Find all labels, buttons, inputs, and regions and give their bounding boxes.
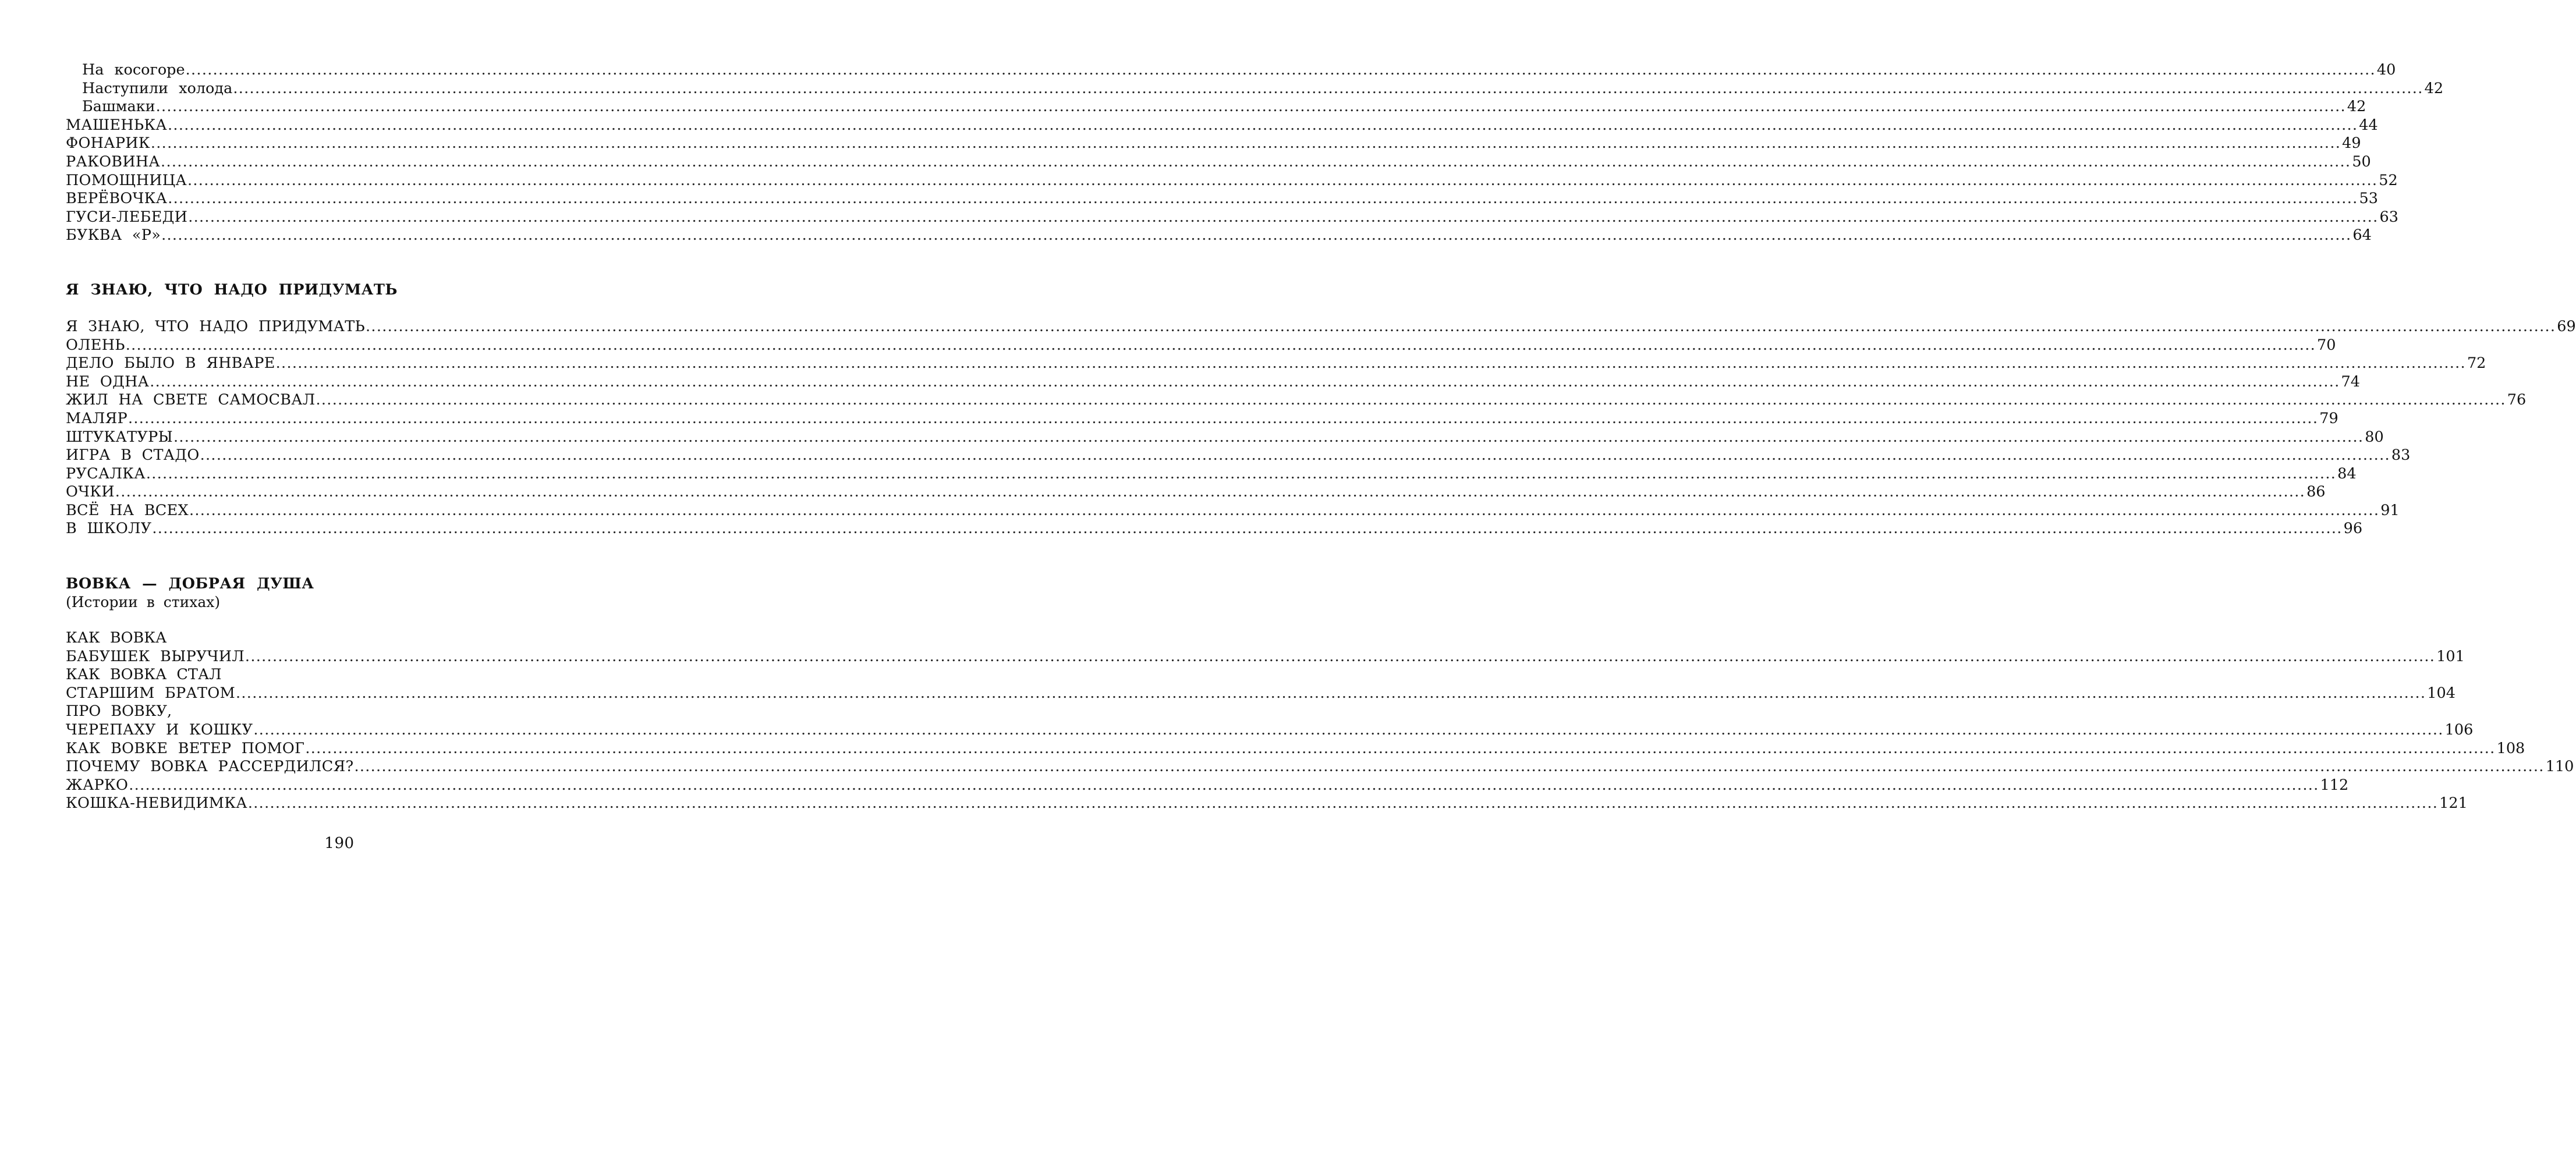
toc-entry	[66, 464, 2357, 484]
toc-entry-row	[66, 391, 2527, 410]
section-subtitle: (Истории в стихах)	[66, 594, 221, 611]
toc-entry-page: 121	[2439, 794, 2468, 812]
toc-entry-page: 64	[2352, 226, 2372, 244]
dot-leader: ................................................................................................................................................................................................................................................................................................................................................................................................................	[168, 190, 2358, 208]
toc-entry-row	[66, 483, 2326, 502]
toc-entry-row	[66, 464, 2357, 484]
toc-entry-row	[66, 794, 2468, 813]
toc-entry-page: 40	[2376, 61, 2396, 79]
toc-entry-page: 110	[2545, 758, 2574, 776]
toc-entry-title: РАКОВИНА	[66, 152, 161, 171]
dot-leader: ................................................................................................................................................................................................................................................................................................................................................................................................................	[366, 317, 2556, 335]
dot-leader: ................................................................................................................................................................................................................................................................................................................................................................................................................	[173, 428, 2364, 446]
toc-entry-title: На косогоре	[82, 61, 185, 79]
toc-entry	[66, 134, 2361, 153]
toc-entry	[66, 336, 2336, 355]
dot-leader: ................................................................................................................................................................................................................................................................................................................................................................................................................	[187, 171, 2378, 189]
toc-entry-title-line: КАК ВОВКА	[66, 629, 167, 647]
dot-leader: ................................................................................................................................................................................................................................................................................................................................................................................................................	[150, 372, 2340, 391]
toc-entry-page: 74	[2341, 372, 2360, 391]
toc-entry-row	[66, 739, 2525, 758]
dot-leader: ................................................................................................................................................................................................................................................................................................................................................................................................................	[189, 501, 2380, 519]
toc-entry-row	[66, 372, 2360, 392]
toc-entry-page: 50	[2352, 152, 2371, 171]
toc-entry-row	[66, 61, 2396, 80]
toc-entry-title: НЕ ОДНА	[66, 372, 150, 391]
page-number: 190	[324, 835, 355, 852]
toc-entry-row	[66, 354, 2486, 373]
dot-leader: ................................................................................................................................................................................................................................................................................................................................................................................................................	[185, 61, 2376, 79]
toc-entry	[66, 98, 2366, 116]
toc-entry-page: 69	[2557, 317, 2576, 335]
toc-entry-page: 91	[2380, 501, 2400, 519]
dot-leader: ................................................................................................................................................................................................................................................................................................................................................................................................................	[275, 354, 2466, 372]
toc-entry-title: ПОМОЩНИЦА	[66, 171, 187, 189]
toc-entry	[66, 208, 2398, 227]
toc-entry-title: ГУСИ-ЛЕБЕДИ	[66, 208, 188, 226]
toc-entry-row	[66, 501, 2400, 520]
toc-entry-title: ДЕЛО БЫЛО В ЯНВАРЕ	[66, 354, 275, 372]
dot-leader: ................................................................................................................................................................................................................................................................................................................................................................................................................	[127, 409, 2319, 427]
toc-entry-page: 72	[2467, 354, 2486, 372]
toc-entry-title-line: ПРО ВОВКУ,	[66, 702, 172, 721]
toc-entry-title: ВСЁ НА ВСЕХ	[66, 501, 189, 519]
toc-entry-title: БАБУШЕК ВЫРУЧИЛ	[66, 647, 245, 665]
toc-entry-page: 106	[2444, 721, 2474, 739]
toc-entry-page: 79	[2319, 409, 2338, 427]
toc-entry	[66, 702, 2474, 739]
toc-entry-row	[66, 446, 2411, 465]
dot-leader: ................................................................................................................................................................................................................................................................................................................................................................................................................	[233, 79, 2423, 97]
toc-entry-page: 76	[2507, 391, 2527, 409]
toc-entry-title: ЖАРКО	[66, 776, 129, 794]
toc-entry-page: 80	[2365, 428, 2384, 446]
toc-entry	[66, 409, 2338, 428]
toc-entry-title: Я ЗНАЮ, ЧТО НАДО ПРИДУМАТЬ	[66, 317, 366, 335]
toc-entry-page: 84	[2337, 464, 2357, 482]
toc-entry-page: 44	[2359, 116, 2378, 134]
toc-entry-row	[66, 79, 2444, 98]
toc-entry-title: В ШКОЛУ	[66, 520, 152, 538]
toc-entry-page: 112	[2320, 776, 2349, 794]
toc-entry-row	[66, 776, 2349, 795]
toc-entry-title-line: КАК ВОВКА СТАЛ	[66, 666, 222, 684]
toc-entry-title: ОЧКИ	[66, 483, 115, 501]
toc-entry-row	[66, 98, 2366, 116]
toc-entry-title: МАЛЯР	[66, 409, 127, 427]
toc-entry-row	[66, 721, 2474, 740]
dot-leader: ................................................................................................................................................................................................................................................................................................................................................................................................................	[152, 520, 2343, 538]
toc-entry	[66, 391, 2527, 410]
toc-entry-page: 104	[2427, 684, 2455, 702]
toc-entry	[66, 61, 2396, 80]
dot-leader: ................................................................................................................................................................................................................................................................................................................................................................................................................	[146, 464, 2337, 482]
toc-entry	[66, 666, 2455, 702]
toc-entry-title: Башмаки	[82, 98, 155, 116]
dot-leader: ................................................................................................................................................................................................................................................................................................................................................................................................................	[168, 116, 2358, 134]
toc-entry-title: КОШКА-НЕВИДИМКА	[66, 794, 247, 812]
toc-entry	[66, 483, 2326, 502]
toc-entry-row	[66, 171, 2398, 190]
toc-entry-row	[66, 684, 2455, 703]
toc-entry-page: 53	[2359, 190, 2378, 208]
toc-entry-title: ФОНАРИК	[66, 134, 150, 152]
toc-entry-row	[66, 409, 2338, 428]
toc-entry-row	[66, 758, 2574, 776]
dot-leader: ................................................................................................................................................................................................................................................................................................................................................................................................................	[200, 446, 2390, 464]
toc-entry-row	[66, 647, 2465, 666]
dot-leader: ................................................................................................................................................................................................................................................................................................................................................................................................................	[245, 647, 2436, 665]
toc-entry-title: РУСАЛКА	[66, 464, 146, 482]
dot-leader: ................................................................................................................................................................................................................................................................................................................................................................................................................	[253, 721, 2444, 739]
toc-entry-row	[66, 152, 2371, 172]
toc-entry-page: 52	[2379, 171, 2398, 189]
toc-entry-row	[66, 134, 2361, 153]
toc-entry	[66, 190, 2378, 208]
toc-entry-title: ЖИЛ НА СВЕТЕ САМОСВАЛ	[66, 391, 316, 409]
toc-entry-title: БУКВА «Р»	[66, 226, 161, 244]
toc-entry-title: ПОЧЕМУ ВОВКА РАССЕРДИЛСЯ?	[66, 758, 354, 776]
toc-entry-page: 49	[2342, 134, 2361, 152]
toc-list-continued	[66, 61, 2444, 245]
toc-entry-row	[66, 116, 2378, 135]
dot-leader: ................................................................................................................................................................................................................................................................................................................................................................................................................	[235, 684, 2426, 702]
toc-entry	[66, 79, 2444, 98]
toc-entry-page: 70	[2317, 336, 2336, 354]
toc-entry-title: МАШЕНЬКА	[66, 116, 168, 134]
toc-entry-page: 108	[2496, 739, 2525, 757]
toc-entry-title: ЧЕРЕПАХУ И КОШКУ	[66, 721, 253, 739]
toc-entry	[66, 152, 2371, 172]
toc-entry-page: 42	[2424, 79, 2444, 97]
toc-entry-row	[66, 190, 2378, 208]
toc-entry-title: ВЕРЁВОЧКА	[66, 190, 168, 208]
dot-leader: ................................................................................................................................................................................................................................................................................................................................................................................................................	[115, 483, 2306, 501]
dot-leader: ................................................................................................................................................................................................................................................................................................................................................................................................................	[161, 152, 2351, 171]
toc-entry	[66, 520, 2363, 538]
dot-leader: ................................................................................................................................................................................................................................................................................................................................................................................................................	[155, 98, 2346, 116]
section-title: ВОВКА — ДОБРАЯ ДУША	[66, 575, 314, 593]
dot-leader: ................................................................................................................................................................................................................................................................................................................................................................................................................	[125, 336, 2316, 354]
toc-entry	[66, 629, 2465, 666]
toc-entry	[66, 428, 2384, 447]
toc-entry-title: СТАРШИМ БРАТОМ	[66, 684, 235, 702]
toc-entry-title: Наступили холода	[82, 79, 233, 97]
toc-entry	[66, 317, 2576, 336]
dot-leader: ................................................................................................................................................................................................................................................................................................................................................................................................................	[188, 208, 2379, 226]
toc-entry-title: ИГРА В СТАДО	[66, 446, 200, 464]
dot-leader: ................................................................................................................................................................................................................................................................................................................................................................................................................	[161, 226, 2352, 244]
toc-list-section-2	[66, 629, 2574, 813]
toc-entry-row	[66, 208, 2398, 227]
toc-entry-page: 42	[2347, 98, 2366, 116]
toc-entry-row	[66, 317, 2576, 336]
toc-entry-page: 101	[2436, 647, 2465, 665]
toc-entry-row	[66, 520, 2363, 538]
toc-page	[66, 61, 2576, 813]
toc-list-section-1	[66, 317, 2576, 538]
dot-leader: ................................................................................................................................................................................................................................................................................................................................................................................................................	[150, 134, 2341, 152]
toc-entry	[66, 354, 2486, 373]
toc-entry	[66, 226, 2372, 245]
toc-entry	[66, 794, 2468, 813]
toc-entry-page: 96	[2343, 520, 2363, 538]
dot-leader: ................................................................................................................................................................................................................................................................................................................................................................................................................	[316, 391, 2506, 409]
toc-entry	[66, 776, 2349, 795]
toc-entry	[66, 372, 2360, 392]
toc-entry	[66, 116, 2378, 135]
section-title: Я ЗНАЮ, ЧТО НАДО ПРИДУМАТЬ	[66, 281, 398, 299]
toc-entry	[66, 446, 2411, 465]
dot-leader: ................................................................................................................................................................................................................................................................................................................................................................................................................	[247, 794, 2439, 812]
dot-leader: ................................................................................................................................................................................................................................................................................................................................................................................................................	[129, 776, 2319, 794]
toc-entry	[66, 501, 2400, 520]
toc-entry-row	[66, 226, 2372, 245]
dot-leader: ................................................................................................................................................................................................................................................................................................................................................................................................................	[354, 758, 2545, 776]
toc-entry-page: 86	[2306, 483, 2326, 501]
toc-entry-page: 63	[2379, 208, 2398, 226]
toc-entry-title: КАК ВОВКЕ ВЕТЕР ПОМОГ	[66, 739, 305, 757]
toc-entry-row	[66, 428, 2384, 447]
toc-entry	[66, 171, 2398, 190]
toc-entry	[66, 739, 2525, 758]
toc-entry	[66, 758, 2574, 776]
toc-entry-page: 83	[2391, 446, 2411, 464]
dot-leader: ................................................................................................................................................................................................................................................................................................................................................................................................................	[305, 739, 2496, 757]
toc-entry-row	[66, 336, 2336, 355]
toc-entry-title: ОЛЕНЬ	[66, 336, 125, 354]
toc-entry-title: ШТУКАТУРЫ	[66, 428, 173, 446]
